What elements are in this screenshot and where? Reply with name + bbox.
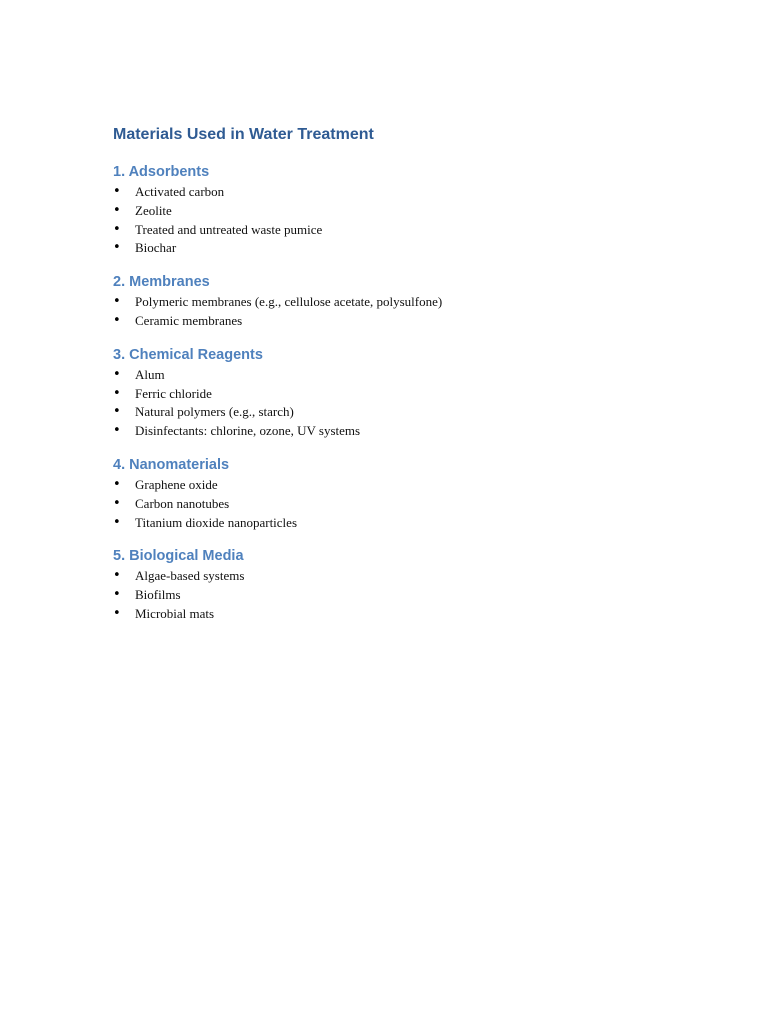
list-item-text: Activated carbon (135, 184, 225, 199)
section-chemical-reagents (113, 345, 673, 441)
section-heading: 5. Biological Media (113, 548, 244, 565)
list-item (113, 586, 673, 605)
bullet-icon: • (113, 568, 121, 584)
list-item (113, 385, 673, 404)
bullet-icon: • (113, 514, 121, 530)
bullet-icon: • (113, 294, 121, 310)
list-item (113, 403, 673, 422)
list-item (113, 366, 673, 385)
list-item-text: Titanium dioxide nanoparticles (135, 514, 297, 530)
section-heading: 3. Chemical Reagents (113, 346, 263, 363)
list-item-text: Biochar (135, 240, 177, 256)
list-item-text: Algae-based systems (135, 568, 245, 584)
list-item (113, 605, 673, 624)
list-item-text: Disinfectants: chlorine, ozone, UV systems (135, 423, 361, 439)
list-item (113, 312, 673, 331)
document-title: Materials Used in Water Treatment (113, 126, 374, 143)
section-adsorbents (113, 162, 673, 258)
list-item-text: Graphene oxide (135, 476, 218, 492)
list-item-text: Biofilms (135, 587, 181, 603)
list-item-text: Carbon nanotubes (135, 495, 230, 511)
bullet-list (113, 183, 673, 258)
bullet-list (113, 366, 673, 441)
title-spacer (113, 146, 673, 162)
bullet-icon: • (113, 202, 121, 218)
bullet-icon: • (113, 312, 121, 328)
list-item (113, 567, 673, 586)
bullet-icon: • (113, 495, 121, 511)
bullet-list (113, 293, 673, 331)
list-item (113, 293, 673, 312)
section-heading: 2. Membranes (113, 274, 210, 291)
list-item-text: Natural polymers (e.g., starch) (135, 404, 294, 420)
bullet-icon: • (113, 221, 121, 237)
list-item (113, 514, 673, 533)
list-item (113, 422, 673, 441)
bullet-icon: • (113, 184, 121, 199)
list-item (113, 476, 673, 495)
section-nanomaterials (113, 455, 673, 532)
bullet-icon: • (113, 366, 121, 382)
document-body (113, 124, 673, 624)
list-item (113, 202, 673, 221)
bullet-icon: • (113, 423, 121, 439)
bullet-icon: • (113, 385, 121, 401)
list-item-text: Zeolite (135, 202, 172, 218)
section-heading: 1. Adsorbents (113, 164, 210, 180)
section-biological-media (113, 546, 673, 623)
bullet-icon: • (113, 240, 121, 256)
list-item (113, 183, 673, 202)
list-item-text: Polymeric membranes (e.g., cellulose acetate, polysulfone) (135, 294, 443, 310)
section-heading: 4. Nanomaterials (113, 456, 230, 473)
bullet-icon: • (113, 605, 121, 621)
bullet-icon: • (113, 404, 121, 420)
list-item-text: Treated and untreated waste pumice (135, 221, 323, 237)
list-item (113, 221, 673, 240)
list-item-text: Ceramic membranes (135, 312, 243, 328)
list-item-text: Alum (135, 366, 165, 382)
bullet-list (113, 476, 673, 532)
list-item (113, 495, 673, 514)
list-item-text: Ferric chloride (135, 385, 212, 401)
section-membranes (113, 272, 673, 331)
bullet-icon: • (113, 476, 121, 492)
bullet-list (113, 567, 673, 623)
list-item (113, 239, 673, 258)
bullet-icon: • (113, 587, 121, 603)
list-item-text: Microbial mats (135, 605, 215, 621)
